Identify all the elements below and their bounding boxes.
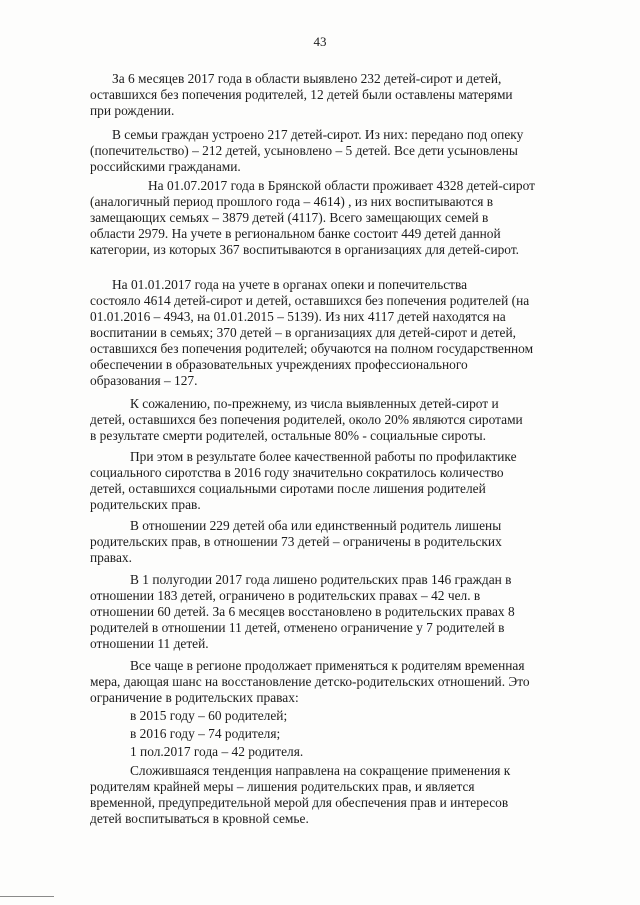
text-line: родителям крайней меры – лишения родительских прав, и является bbox=[90, 779, 475, 794]
text-line: В семьи граждан устроено 217 детей-сирот. Из них: передано под опеку bbox=[112, 127, 524, 142]
text-line: временной, предупредительной мерой для обеспечения прав и интересов bbox=[90, 795, 509, 810]
text-line: 1 пол.2017 года – 42 родителя. bbox=[130, 744, 304, 759]
text-line: правах. bbox=[90, 550, 132, 565]
text-line: К сожалению, по-прежнему, из числа выявленных детей-сирот и bbox=[130, 396, 499, 411]
text-line: При этом в результате более качественной работы по профилактике bbox=[130, 449, 517, 464]
text-line: На 01.07.2017 года в Брянской области проживает 4328 детей-сирот bbox=[148, 178, 535, 193]
text-line: в 2016 году – 74 родителя; bbox=[130, 726, 281, 741]
text-line: В отношении 229 детей оба или единственный родитель лишены bbox=[130, 518, 502, 533]
text-line: обеспечении в образовательных учреждениях профессионального bbox=[90, 357, 468, 372]
text-line: социального сиротства в 2016 году значительно сократилось количество bbox=[90, 465, 504, 480]
text-line: замещающих семьях – 3879 детей (4117). Всего замещающих семей в bbox=[90, 210, 489, 225]
text-line: оставшихся без попечения родителей; обучаются на полном государственном bbox=[90, 341, 534, 356]
text-line: мера, дающая шанс на восстановление детско-родительских отношений. Это bbox=[90, 674, 530, 689]
text-line: при рождении. bbox=[90, 103, 175, 118]
text-line: За 6 месяцев 2017 года в области выявлено 232 детей-сирот и детей, bbox=[112, 71, 502, 86]
text-line: воспитании в семьях; 370 детей – в организациях для детей-сирот и детей, bbox=[90, 325, 516, 340]
text-line: родительских прав, в отношении 73 детей – ограничены в родительских bbox=[90, 534, 502, 549]
text-line: Все чаще в регионе продолжает применяться к родителям временная bbox=[130, 658, 525, 673]
text-line: категории, из которых 367 воспитываются в организациях для детей-сирот. bbox=[90, 242, 520, 257]
text-line: оставшихся без попечения родителей, 12 детей были оставлены матерями bbox=[90, 87, 513, 102]
text-line: состояло 4614 детей-сирот и детей, оставшихся без попечения родителей (на bbox=[90, 293, 530, 308]
text-line: в результате смерти родителей, остальные 80% - социальные сироты. bbox=[90, 428, 486, 443]
text-line: образования – 127. bbox=[90, 373, 198, 388]
text-line: в 2015 году – 60 родителей; bbox=[130, 708, 288, 723]
text-line: На 01.01.2017 года на учете в органах опеки и попечительства bbox=[112, 277, 468, 292]
text-line: области 2979. На учете в региональном банке состоит 449 детей данной bbox=[90, 226, 501, 241]
text-line: отношении 11 детей. bbox=[90, 636, 209, 651]
text-line: (аналогичный период прошлого года – 4614) , из них воспитываются в bbox=[90, 194, 494, 209]
text-line: детей, оставшихся социальными сиротами после лишения родителей bbox=[90, 481, 486, 496]
page-number: 43 bbox=[313, 34, 327, 49]
text-line: (попечительство) – 212 детей, усыновлено – 5 детей. Все дети усыновлены bbox=[90, 143, 518, 158]
text-line: детей, оставшихся без попечения родителей, около 20% являются сиротами bbox=[90, 412, 523, 427]
text-line: 01.01.2016 – 4943, на 01.01.2015 – 5139). Из них 4117 детей находятся на bbox=[90, 309, 506, 324]
text-line: родителей в отношении 11 детей, отменено ограничение у 7 родителей в bbox=[90, 620, 505, 635]
text-line: детей воспитываться в кровной семье. bbox=[90, 811, 309, 826]
text-line: российскими гражданами. bbox=[90, 159, 241, 174]
text-line: отношении 183 детей, ограничено в родительских правах – 42 чел. в bbox=[90, 588, 481, 603]
footnote-rule bbox=[0, 896, 54, 897]
text-line: родительских прав. bbox=[90, 497, 201, 512]
text-line: отношении 60 детей. За 6 месяцев восстановлено в родительских правах 8 bbox=[90, 604, 515, 619]
text-line: В 1 полугодии 2017 года лишено родительских прав 146 граждан в bbox=[130, 572, 512, 587]
text-line: Сложившаяся тенденция направлена на сокращение применения к bbox=[130, 763, 511, 778]
text-line: ограничение в родительских правах: bbox=[90, 690, 299, 705]
